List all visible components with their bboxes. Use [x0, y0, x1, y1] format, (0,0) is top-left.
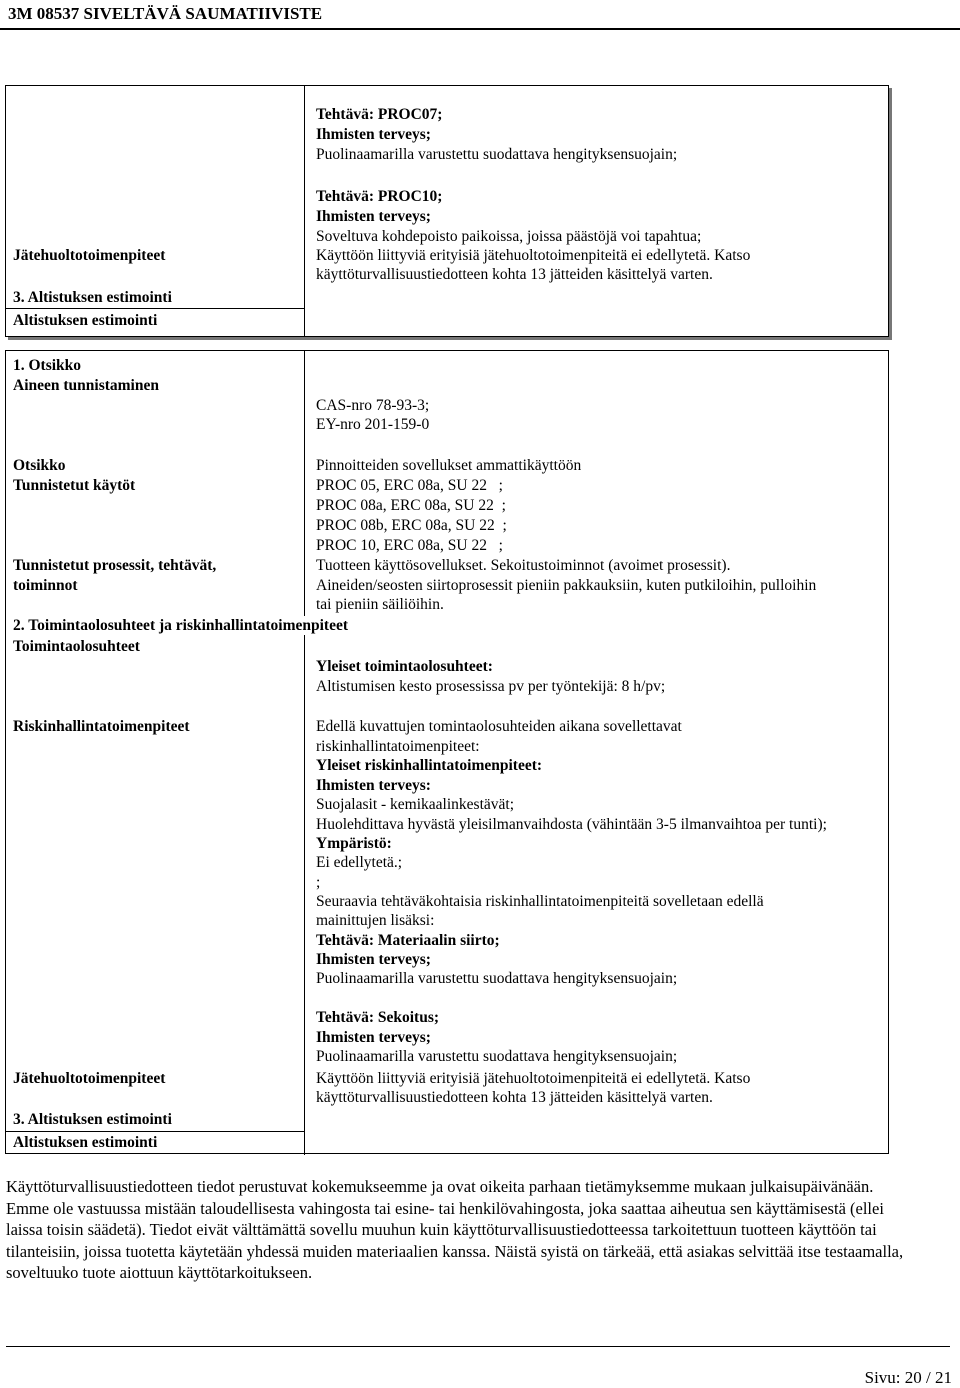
use-item: PROC 08b, ERC 08a, SU 22 ; [316, 517, 507, 534]
page-number: Sivu: 20 / 21 [864, 1368, 952, 1387]
rmm-line: Puolinaamarilla varustettu suodattava hengityksensuojain; [316, 970, 678, 987]
title-label: Otsikko [13, 457, 66, 474]
top-waste-line-2: käyttöturvallisuustiedotteen kohta 13 jätteiden käsittelyä varten. [316, 266, 713, 283]
rmm-line: Ympäristö: [316, 835, 392, 852]
footer-rule [6, 1346, 950, 1347]
header-bar [0, 0, 960, 30]
title-value: Pinnoitteiden sovellukset ammattikäyttöön [316, 457, 582, 474]
rmm-line: Huolehdittava hyvästä yleisilmanvaihdosta (vähintään 3-5 ilmanvaihtoa per tunti); [316, 816, 827, 833]
rmm-line: Seuraavia tehtäväkohtaisia riskinhallintatoimenpiteitä sovelletaan edellä [316, 893, 764, 910]
conditions-title: Yleiset toimintaolosuhteet: [316, 658, 493, 675]
rmm-line: Tehtävä: Materiaalin siirto; [316, 932, 500, 949]
process-line: Aineiden/seosten siirtoprosessit pieniin pakkauksiin, kuten putkiloihin, pulloihin [316, 577, 817, 594]
top-section-divider [304, 85, 305, 337]
processes-label-line-2: toiminnot [13, 577, 78, 594]
rmm-line: Ihmisten terveys; [316, 1029, 431, 1046]
waste-line-2: käyttöturvallisuustiedotteen kohta 13 jätteiden käsittelyä varten. [316, 1089, 713, 1106]
main-section-divider [304, 350, 305, 1155]
processes-label-line-1: Tunnistetut prosessit, tehtävät, [13, 557, 217, 574]
rmm-line: riskinhallintatoimenpiteet: [316, 738, 480, 755]
rmm-line: Tehtävä: Sekoitus; [316, 1009, 440, 1026]
rmm-line: Ei edellytetä.; [316, 854, 403, 871]
identification-label: Aineen tunnistaminen [13, 377, 159, 394]
waste-line-1: Käyttöön liittyviä erityisiä jätehuoltotoimenpiteitä ei edellytetä. Katso [316, 1070, 751, 1087]
main-exposure-separator [5, 1131, 304, 1132]
rmm-line: Yleiset riskinhallintatoimenpiteet: [316, 757, 543, 774]
process-line: Tuotteen käyttösovellukset. Sekoitustoiminnot (avoimet prosessit). [316, 557, 731, 574]
rmm-line: Ihmisten terveys: [316, 777, 431, 794]
top-proc07-health: Ihmisten terveys; [316, 126, 431, 143]
ec-number: EY-nro 201-159-0 [316, 416, 430, 433]
conditions-label: Toimintaolosuhteet [13, 638, 140, 655]
uses-label: Tunnistetut käytöt [13, 477, 136, 494]
top-proc10-task: Tehtävä: PROC10; [316, 188, 443, 205]
top-waste-line-1: Käyttöön liittyviä erityisiä jätehuoltotoimenpiteitä ei edellytetä. Katso [316, 247, 751, 264]
rmm-line: Ihmisten terveys; [316, 951, 431, 968]
top-exposure-label: Altistuksen estimointi [13, 312, 158, 329]
section1-heading: 1. Otsikko [13, 357, 82, 374]
top-exposure-heading: 3. Altistuksen estimointi [13, 289, 172, 306]
top-proc10-measure: Soveltuva kohdepoisto paikoissa, joissa päästöjä voi tapahtua; [316, 228, 702, 245]
rmm-line: Edellä kuvattujen tomintaolosuhteiden aikana sovellettavat [316, 718, 682, 735]
rmm-line: mainittujen lisäksi: [316, 912, 435, 929]
process-line: tai pieniin säiliöihin. [316, 596, 444, 613]
waste-label: Jätehuoltotoimenpiteet [13, 1070, 166, 1087]
rmm-line: ; [316, 874, 321, 891]
top-proc07-task: Tehtävä: PROC07; [316, 106, 443, 123]
rmm-label: Riskinhallintatoimenpiteet [13, 718, 190, 735]
rmm-line: Suojalasit - kemikaalinkestävät; [316, 796, 515, 813]
rmm-line: Puolinaamarilla varustettu suodattava hengityksensuojain; [316, 1048, 678, 1065]
disclaimer-paragraph: Käyttöturvallisuustiedotteen tiedot perustuvat kokemukseemme ja ovat oikeita parhaan tietämyksemme mukaan julkaisupäivänään. Emme ole vastuussa mistään taloudellisesta vahingosta tai esine- tai henkilövahingosta, joka saattaa aiheutua sen käyttämisestä (ellei laissa toisin säädetä). Tiedot eivät välttämättä sovellu muuhun kuin käyttöturvallisuustiedotteessa tarkoitettuun tuotteen käyttöön tai tilanteisiin, joissa tuotetta käytetään yhdessä muiden materiaalien kanssa. Näistä syistä on tärkeää, että asiakas selvittää itse testaamalla, soveltuuko tuote aiottuun käyttötarkoitukseen. [6, 1177, 904, 1282]
exposure-label: Altistuksen estimointi [13, 1134, 158, 1151]
use-item: PROC 10, ERC 08a, SU 22 ; [316, 537, 503, 554]
top-proc10-health: Ihmisten terveys; [316, 208, 431, 225]
top-exposure-separator [5, 308, 304, 309]
use-item: PROC 05, ERC 08a, SU 22 ; [316, 477, 503, 494]
exposure-heading: 3. Altistuksen estimointi [13, 1111, 172, 1128]
top-waste-label: Jätehuoltotoimenpiteet [13, 247, 166, 264]
use-item: PROC 08a, ERC 08a, SU 22 ; [316, 497, 506, 514]
document-title: 3M 08537 SIVELTÄVÄ SAUMATIIVISTE [8, 4, 323, 23]
conditions-value: Altistumisen kesto prosessissa pv per työntekijä: 8 h/pv; [316, 678, 666, 695]
top-proc07-measure: Puolinaamarilla varustettu suodattava hengityksensuojain; [316, 146, 678, 163]
cas-number: CAS-nro 78-93-3; [316, 397, 430, 414]
section2-heading: 2. Toimintaolosuhteet ja riskinhallintatoimenpiteet [13, 616, 352, 635]
